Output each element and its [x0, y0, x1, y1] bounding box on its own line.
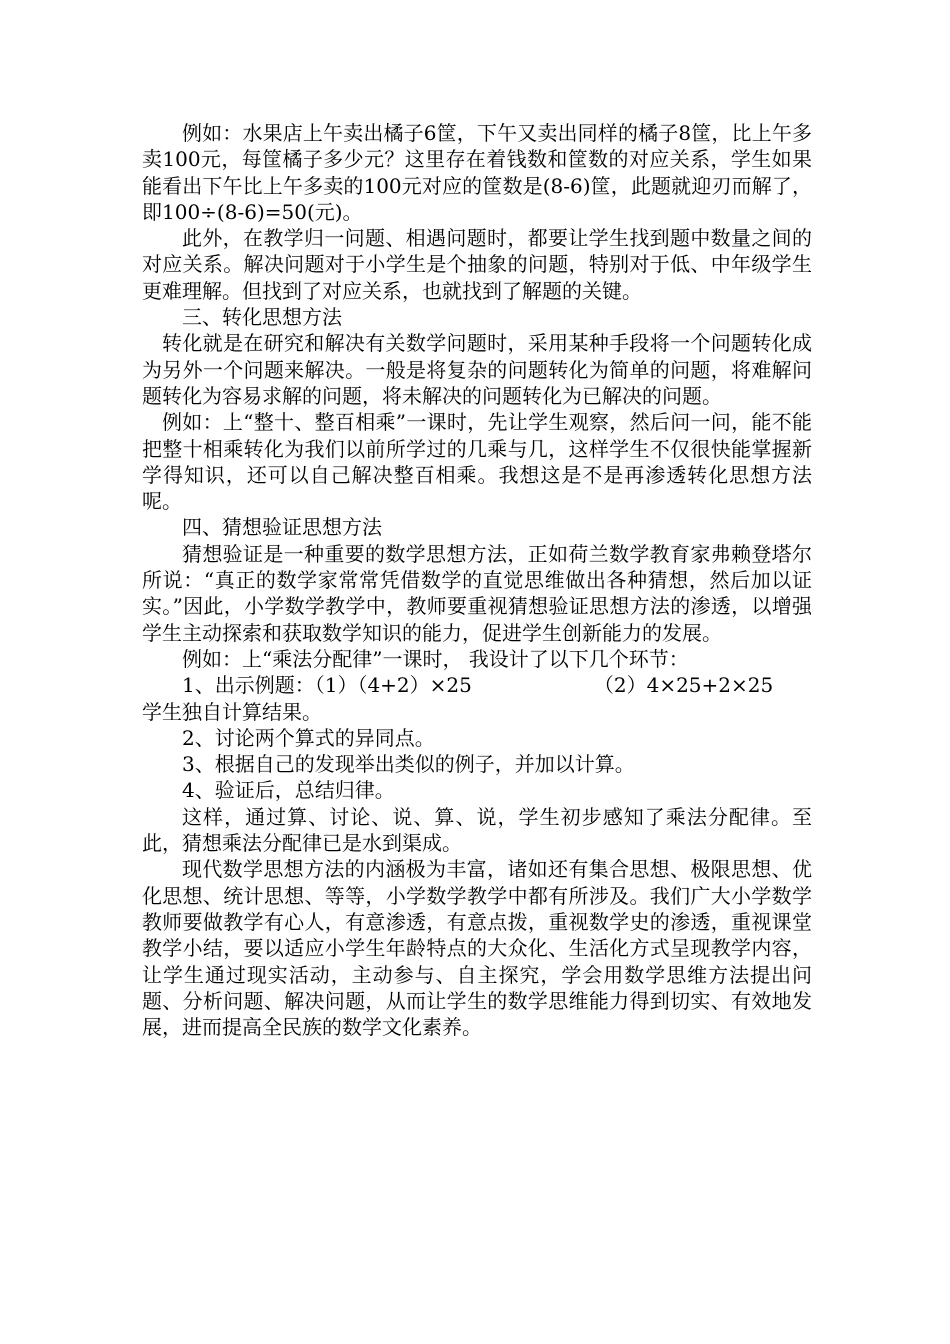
step-1-label: 1、出示例题：（1）（4+2）×25	[182, 673, 472, 698]
heading-conjecture: 四、猜想验证思想方法	[182, 515, 382, 540]
step-2: 2、讨论两个算式的异同点。	[182, 725, 435, 750]
step-3: 3、根据自己的发现举出类似的例子，并加以计算。	[182, 752, 635, 777]
step-4: 4、验证后，总结归律。	[182, 778, 395, 803]
paragraph-summary: 这样，通过算、讨论、说、算、说，学生初步感知了乘法分配律。至此，猜想乘法分配律已是水到渠成。	[142, 804, 812, 856]
step-1-continuation: 学生独自计算结果。	[142, 699, 322, 724]
step-1-example-2: （2）4×25+2×25	[593, 673, 774, 698]
paragraph-example-distributive: 例如：上“乘法分配律”一课时， 我设计了以下几个环节：	[182, 646, 689, 671]
paragraph-transformation: 转化就是在研究和解决有关数学问题时，采用某种手段将一个问题转化成为另外一个问题来解决。一般是将复杂的问题转化为简单的问题，将难解问题转化为容易求解的问题，将未解决的问题转化为已解决的问题。	[142, 331, 812, 408]
heading-transformation: 三、转化思想方法	[182, 305, 342, 330]
document-page	[142, 120, 812, 1040]
step-1-line	[142, 672, 812, 698]
paragraph-example-orange: 例如：水果店上午卖出橘子6筐，下午又卖出同样的橘子8筐，比上午多卖100元，每筐橘子多少元？这里存在着钱数和筐数的对应关系，学生如果能看出下午比上午多卖的100元对应的筐数是(8-6)筐，此题就迎刃而解了，即100÷(8-6)=50(元)。	[142, 121, 812, 224]
paragraph-conclusion: 现代数学思想方法的内涵极为丰富，诸如还有集合思想、极限思想、优化思想、统计思想、等等，小学数学教学中都有所涉及。我们广大小学数学教师要做教学有心人，有意渗透，有意点拨，重视数学史的渗透，重视课堂教学小结，要以适应小学生年龄特点的大众化、生活化方式呈现教学内容，让学生通过现实活动，主动参与、自主探究，学会用数学思维方法提出问题、分析问题、解决问题，从而让学生的数学思维能力得到切实、有效地发展，进而提高全民族的数学文化素养。	[142, 857, 812, 1040]
paragraph-example-multiply: 例如：上“整十、整百相乘”一课时，先让学生观察，然后问一问，能不能把整十相乘转化为我们以前所学过的几乘与几，这样学生不仅很快能掌握新学得知识，还可以自己解决整百相乘。我想这是不是再渗透转化思想方法呢。	[142, 410, 812, 514]
paragraph-correspondence: 此外，在教学归一问题、相遇问题时，都要让学生找到题中数量之间的对应关系。解决问题对于小学生是个抽象的问题，特别对于低、中年级学生更难理解。但找到了对应关系，也就找到了解题的关键。	[142, 226, 812, 303]
paragraph-conjecture: 猜想验证是一种重要的数学思想方法，正如荷兰数学教育家弗赖登塔尔所说：“真正的数学家常常凭借数学的直觉思维做出各种猜想，然后加以证实。”因此，小学数学教学中，教师要重视猜想验证思想方法的渗透，以增强学生主动探索和获取数学知识的能力，促进学生创新能力的发展。	[142, 541, 812, 645]
